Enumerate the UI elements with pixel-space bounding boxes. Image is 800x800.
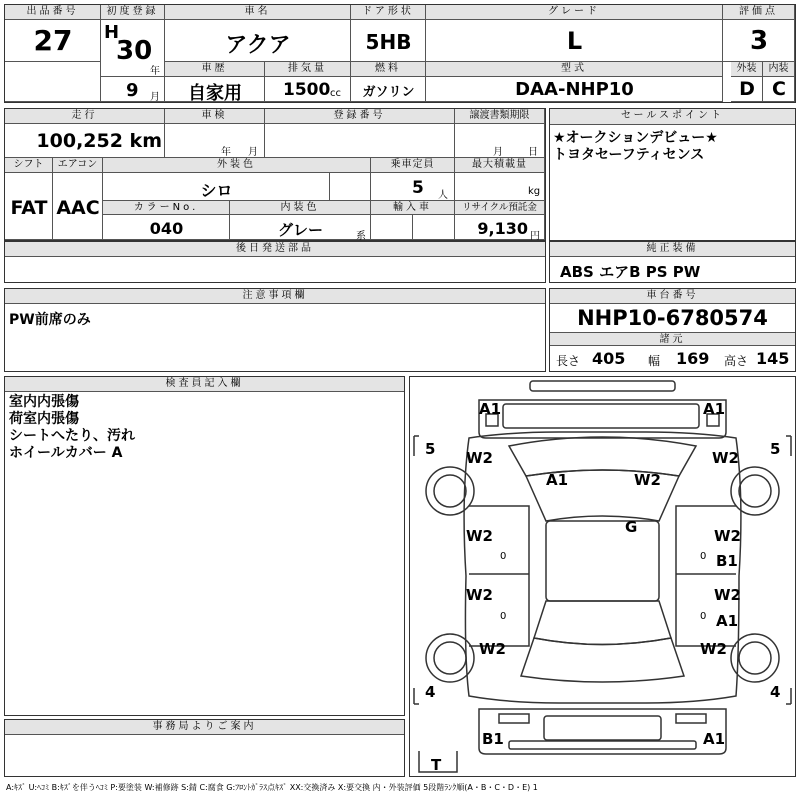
transfer-month-unit: 月 — [493, 147, 503, 158]
score-ext: D — [739, 78, 755, 100]
recycle-label: リサイクル預託金 — [455, 201, 545, 215]
notes-label: 注意事項欄 — [5, 289, 545, 304]
aircon-label: エアコン — [53, 158, 103, 173]
rear-right-lamp — [676, 714, 706, 723]
first-reg-month-unit: 月 — [150, 92, 160, 103]
later-parts-label: 後日発送部品 — [5, 242, 545, 257]
mark-right-rear-door-2: A1 — [716, 612, 739, 630]
car-diagram — [409, 376, 796, 777]
specs-wid: 169 — [676, 349, 710, 368]
mark-rear-bumper-right: A1 — [703, 730, 726, 748]
model-value: DAA-NHP10 — [515, 79, 634, 100]
score-label: 評価点 — [723, 5, 795, 20]
roof — [546, 521, 659, 601]
grade-label: グレード — [426, 5, 723, 20]
left-rear-door-zero: 0 — [500, 611, 507, 622]
license-strip — [509, 741, 696, 749]
fuel-value: ガソリン — [362, 85, 415, 100]
inspector-label: 検査員記入欄 — [5, 377, 404, 392]
color-no-value: 040 — [149, 219, 184, 238]
inspection-month-unit: 月 — [248, 147, 258, 158]
first-reg-year: 30 — [116, 36, 153, 66]
mark-hood-left: A1 — [546, 471, 569, 489]
int-color-suffix: 系 — [356, 231, 366, 242]
import-label: 輸入車 — [371, 201, 455, 215]
mark-front-left-fender: W2 — [466, 449, 493, 467]
score-value: 3 — [749, 26, 769, 56]
mark-windshield: G — [625, 518, 638, 536]
spare-tire-mark: T — [431, 756, 442, 774]
lot-blank — [5, 62, 101, 102]
lot-number: 27 — [33, 24, 73, 57]
tire-count-front-left: 5 — [425, 440, 436, 458]
rear-window — [534, 601, 671, 645]
displacement-label: 排気量 — [265, 62, 351, 77]
grade-value: L — [566, 27, 583, 55]
car-name: アクア — [225, 33, 291, 58]
ext-color-extra — [330, 173, 371, 201]
legend-text: A:ｷｽﾞ U:ﾍｺﾐ B:ｷｽﾞを伴うﾍｺﾐ P:要塗装 W:補修跡 S:錆 C:腐食 G:ﾌﾛﾝﾄｶﾞﾗｽ点ｷｽﾞ XX:交換済み X:要交換 内・外装評価 5段階ﾗﾝｸ順(A・B・C・D・E) 1 — [6, 783, 538, 792]
specs-len: 405 — [592, 349, 626, 368]
recycle-unit: 円 — [530, 231, 540, 242]
sales-points-label: セールスポイント — [550, 109, 795, 125]
capacity-label: 乗車定員 — [371, 158, 455, 173]
mileage-label: 走行 — [5, 109, 165, 124]
import-cell — [371, 215, 413, 240]
specs-len-label: 長さ — [556, 354, 581, 368]
tire-count-front-right: 5 — [770, 440, 781, 458]
trunk — [521, 638, 684, 682]
color-no-label: カラーNo. — [103, 201, 230, 215]
reg-no-label: 登録番号 — [265, 109, 455, 124]
recycle-value: 9,130 — [477, 219, 528, 238]
ext-color-value: シロ — [200, 181, 233, 200]
sales-points-box — [549, 108, 796, 241]
first-reg-year-unit: 年 — [150, 66, 160, 77]
int-color-label: 内装色 — [230, 201, 371, 215]
mark-left-front-door: W2 — [466, 527, 493, 545]
shift-label: シフト — [5, 158, 53, 173]
aircon-value: AAC — [56, 197, 100, 219]
right-rear-door-zero: 0 — [700, 611, 707, 622]
mark-hood-right: W2 — [634, 471, 661, 489]
first-reg-era: H — [104, 22, 120, 43]
max-load-label: 最大積載量 — [455, 158, 545, 173]
front-grille — [503, 404, 699, 428]
door-value: 5HB — [365, 30, 412, 54]
score-ext-label: 外装 — [731, 62, 763, 77]
displacement-value: 1500 — [283, 80, 331, 100]
front-right-tire — [731, 467, 779, 515]
mileage-value: 100,252 km — [36, 130, 162, 152]
displacement-unit: cc — [330, 88, 341, 99]
inspection-label: 車検 — [165, 109, 265, 124]
office-label: 事務局よりご案内 — [5, 720, 404, 735]
import-cell-2 — [413, 215, 455, 240]
inspection-year-unit: 年 — [221, 147, 231, 158]
first-reg-month: 9 — [126, 80, 139, 101]
tire-count-rear-left: 4 — [425, 683, 436, 701]
capacity-unit: 人 — [438, 190, 448, 201]
capacity-value: 5 — [412, 178, 424, 198]
specs-hgt-label: 高さ — [724, 354, 749, 368]
rear-plate — [544, 716, 661, 740]
shift-value: FAT — [10, 197, 48, 219]
tire-count-rear-right: 4 — [770, 683, 781, 701]
left-front-door-zero: 0 — [500, 551, 507, 562]
score-int: C — [772, 78, 786, 100]
model-label: 型式 — [426, 62, 723, 77]
specs-wid-label: 幅 — [648, 354, 661, 368]
genuine-label: 純正装備 — [550, 242, 795, 257]
history-label: 車歴 — [165, 62, 265, 77]
mark-rear-right-quarter: W2 — [700, 640, 727, 658]
score-int-label: 内装 — [763, 62, 795, 77]
mark-rear-left-quarter: W2 — [479, 640, 506, 658]
history-value: 自家用 — [188, 83, 242, 104]
reg-no-cell — [265, 124, 455, 158]
chassis-label: 車台番号 — [550, 289, 795, 304]
transfer-day-unit: 日 — [528, 147, 538, 158]
mark-front-bumper-right: A1 — [703, 400, 726, 418]
chassis-value: NHP10-6780574 — [577, 306, 768, 330]
max-load-unit: kg — [528, 186, 541, 197]
specs-hgt: 145 — [756, 349, 790, 368]
right-front-door-zero: 0 — [700, 551, 707, 562]
mark-left-rear-door: W2 — [466, 586, 493, 604]
rear-left-lamp — [499, 714, 529, 723]
mark-front-right-fender: W2 — [712, 449, 739, 467]
first-reg-label: 初度登録 — [101, 5, 165, 20]
roof-top-strip — [530, 381, 675, 391]
notes-value: PW前席のみ — [9, 312, 91, 328]
mark-front-bumper-left: A1 — [479, 400, 502, 418]
inspector-text: 室内内張傷 荷室内張傷 シートへたり、汚れ ホイールカバー A — [9, 394, 135, 461]
door-label: ドア形状 — [351, 5, 426, 20]
genuine-value: ABS エアB PS PW — [560, 263, 701, 281]
sales-points-text: ★オークションデビュー★ トヨタセーフティセンス — [553, 130, 718, 163]
body-outline — [464, 432, 741, 703]
specs-label: 諸元 — [550, 332, 795, 346]
mark-right-rear-door: W2 — [714, 586, 741, 604]
front-left-tire — [426, 467, 474, 515]
ext-color-label: 外装色 — [103, 158, 371, 173]
fuel-label: 燃料 — [351, 62, 426, 77]
int-color-value: グレー — [277, 221, 323, 239]
mark-right-front-door: W2 — [714, 527, 741, 545]
lot-label: 出品番号 — [5, 5, 101, 20]
mark-right-front-door-2: B1 — [716, 552, 738, 570]
mark-rear-bumper-left: B1 — [482, 730, 504, 748]
car-name-label: 車名 — [165, 5, 351, 20]
transfer-label: 譲渡書類期限 — [455, 109, 545, 124]
